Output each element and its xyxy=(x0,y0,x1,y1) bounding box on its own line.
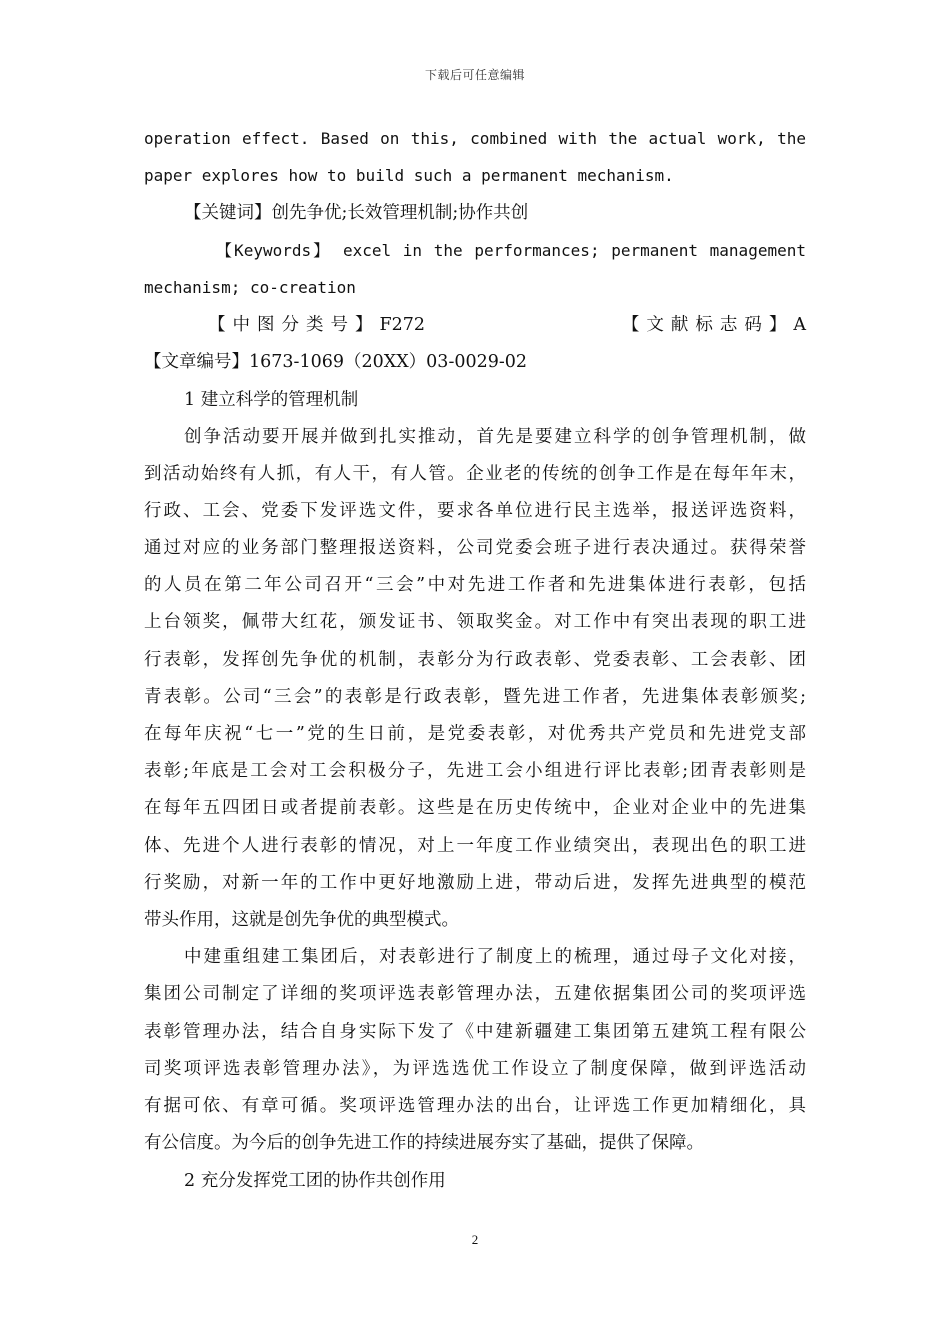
abstract-en-line-2: paper explores how to build such a permanent mechanism. xyxy=(144,166,674,185)
paragraph-line: 行表彰，发挥创先争优的机制，表彰分为行政表彰、党委表彰、工会表彰、团 xyxy=(144,650,806,670)
paragraph-line: 通过对应的业务部门整理报送资料，公司党委会班子进行表决通过。获得荣誉 xyxy=(144,538,806,558)
paragraph-line: 带头作用，这就是创先争优的典型模式。 xyxy=(144,910,459,930)
paragraph-line: 有公信度。为今后的创争先进工作的持续进展夯实了基础，提供了保障。 xyxy=(144,1133,704,1153)
paragraph-line: 体、先进个人进行表彰的情况，对上一年度工作业绩突出，表现出色的职工进 xyxy=(144,836,806,856)
doc-code-value: A xyxy=(793,315,806,335)
paragraph-line: 青表彰。公司“三会”的表彰是行政表彰，暨先进工作者，先进集体表彰颁奖; xyxy=(144,687,806,707)
paragraph-line: 行政、工会、党委下发评选文件，要求各单位进行民主选举，报送评选资料， xyxy=(144,501,806,521)
paragraph-line: 在每年五四团日或者提前表彰。这些是在历史传统中，企业对企业中的先进集 xyxy=(144,798,806,818)
paragraph-line: 中建重组建工集团后，对表彰进行了制度上的梳理，通过母子文化对接， xyxy=(184,947,806,967)
abstract-en-line-1: operation effect. Based on this, combined with the actual work, the xyxy=(144,129,806,148)
paragraph-line: 有据可依、有章可循。奖项评选管理办法的出台，让评选工作更加精细化，具 xyxy=(144,1096,806,1116)
paragraph-line: 司奖项评选表彰管理办法》，为评选选优工作设立了制度保障，做到评选活动 xyxy=(144,1059,806,1079)
page-number: 2 xyxy=(471,1232,479,1247)
clc-label: 【中图分类号】 xyxy=(208,315,380,335)
article-number: 【文章编号】1673-1069（20XX）03-0029-02 xyxy=(144,352,528,372)
paragraph-line: 创争活动要开展并做到扎实推动，首先是要建立科学的创争管理机制，做 xyxy=(184,427,806,447)
section-2-heading: 2 充分发挥党工团的协作共创作用 xyxy=(184,1171,446,1191)
clc-field xyxy=(208,314,425,336)
paragraph-line: 到活动始终有人抓，有人干，有人管。企业老的传统的创争工作是在每年年末， xyxy=(144,464,806,484)
paragraph-line: 表彰;年底是工会对工会积极分子，先进工会小组进行评比表彰;团青表彰则是 xyxy=(144,761,806,781)
paragraph-line: 集团公司制定了详细的奖项评选表彰管理办法，五建依据集团公司的奖项评选 xyxy=(144,984,806,1004)
paragraph-line: 在每年庆祝“七一”党的生日前，是党委表彰，对优秀共产党员和先进党支部 xyxy=(144,724,806,744)
clc-value: F272 xyxy=(379,315,426,335)
doc-code-field xyxy=(622,314,806,336)
doc-code-label: 【文献标志码】 xyxy=(621,315,794,335)
paragraph-line: 行奖励，对新一年的工作中更好地激励上进，带动后进，发挥先进典型的模范 xyxy=(144,873,806,893)
page-header: 下载后可任意编辑 xyxy=(424,68,525,82)
paragraph-line: 的人员在第二年公司召开“三会”中对先进工作者和先进集体进行表彰，包括 xyxy=(144,575,806,595)
keywords-en-line-1: 【Keywords】 excel in the performances; permanent management xyxy=(216,241,806,260)
classification-row xyxy=(208,314,806,336)
keywords-cn: 【关键词】创先争优;长效管理机制;协作共创 xyxy=(184,203,529,223)
paragraph-line: 上台领奖，佩带大红花，颁发证书、领取奖金。对工作中有突出表现的职工进 xyxy=(144,612,806,632)
keywords-en-line-2: mechanism; co-creation xyxy=(144,278,356,297)
section-1-heading: 1 建立科学的管理机制 xyxy=(184,390,359,410)
paragraph-line: 表彰管理办法，结合自身实际下发了《中建新疆建工集团第五建筑工程有限公 xyxy=(144,1022,806,1042)
